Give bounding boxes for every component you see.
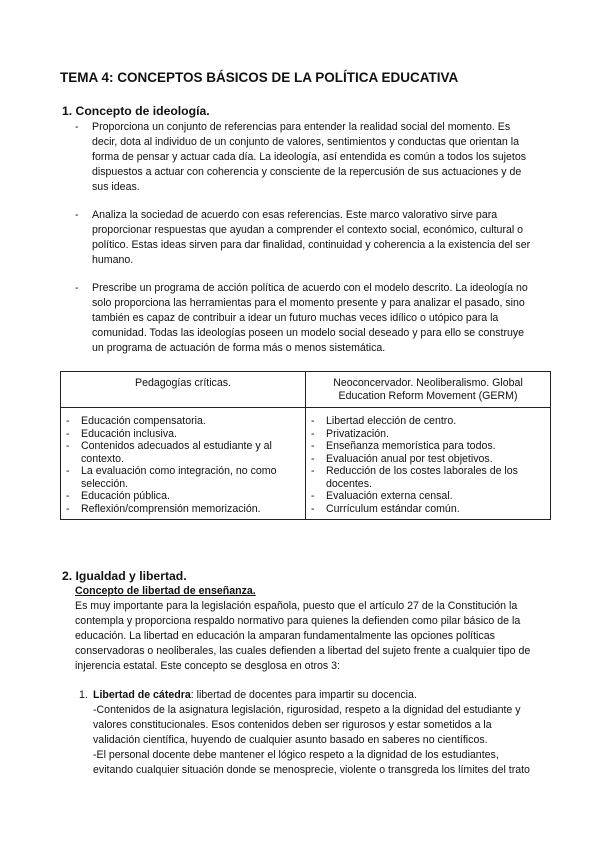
list-item: - Privatización. (311, 427, 389, 440)
list-item: - Reducción de los costes laborales de los docentes. (311, 465, 518, 490)
section-2-paragraph (75, 599, 530, 674)
text-line: Proporciona un conjunto de referencias para entender la realidad social del momento. Es (92, 121, 511, 133)
list-item: - Currículum estándar común. (311, 502, 460, 515)
text-line: Es muy importante para la legislación española, puesto que el artículo 27 de la Constitución la (75, 600, 518, 612)
text-line: comunidad. Todas las ideologías poseen un modelo social deseado y para ello se construye (92, 327, 525, 339)
list-item: - Libertad elección de centro. (311, 415, 457, 427)
section-2-heading: 2. Igualdad y libertad. (62, 569, 187, 583)
list-item: - Reflexión/comprensión memorización. (66, 502, 261, 515)
bullet-2 (75, 208, 531, 268)
left-column-list (61, 408, 306, 520)
list-item: - Evaluación externa censal. (311, 490, 453, 502)
dash: - (75, 282, 79, 294)
comparison-table (60, 371, 551, 520)
text-line: también es capaz de contribuir a idear un futuro muchas veces idílico o utópico para la (92, 312, 499, 324)
document-title: TEMA 4: CONCEPTOS BÁSICOS DE LA POLÍTICA EDUCATIVA (60, 70, 459, 85)
text-line: solo proporciona las herramientas para el momento presente y para analizar el pasado, sino (92, 297, 525, 309)
list-item: - Educación pública. (66, 490, 170, 502)
text-line: valores constitucionales. Esos contenidos deben ser rigurosos y estar sometidos a la (93, 719, 492, 731)
subheading: Concepto de libertad de enseñanza. (75, 585, 256, 597)
list-item: - Evaluación anual por test objetivos. (311, 452, 493, 465)
text-line: contempla y proporciona respaldo normativo para quienes la defienden como pilar básico de la (75, 615, 521, 627)
list-item: - Educación compensatoria. (66, 415, 206, 427)
text-line: decir, dota al individuo de un conjunto de valores, sentimientos y conductas que orientan la (92, 136, 519, 148)
item-term: Libertad de cátedra (93, 689, 191, 701)
text-line: dispuestos a actuar con coherencia y consciente de la repercusión de sus actuaciones y de (92, 166, 522, 178)
text-line: proporcionar respuestas que ayudan a comprender el contexto social, económico, cultural o (92, 224, 524, 236)
list-item: - La evaluación como integración, no como selección. (66, 465, 277, 490)
list-item: - Enseñanza memorística para todos. (311, 440, 496, 452)
list-item: - Contenidos adecuados al estudiante y al contexto. (66, 440, 272, 465)
text-line: Analiza la sociedad de acuerdo con esas referencias. Este marco valorativo sirve para (92, 209, 498, 221)
text-line: -El personal docente debe mantener el lógico respeto a la dignidad de los estudiantes, (93, 749, 499, 761)
text-line: -Contenidos de la asignatura legislación, rigurosidad, respeto a la dignidad del estudiante y (93, 704, 521, 716)
item-text: : libertad de docentes para impartir su docencia. (190, 689, 417, 701)
section-1-heading: 1. Concepto de ideología. (62, 104, 210, 118)
text-line: Prescribe un programa de acción política de acuerdo con el modelo descrito. La ideología no (92, 282, 528, 294)
text-line: político. Estas ideas sirven para dar finalidad, continuidad y coherencia a la existencia del ser (92, 239, 531, 251)
item-number: 1. (79, 689, 88, 701)
text-line: educación. La libertad en educación la amparan fundamentalmente las opciones políticas (75, 630, 495, 642)
text-line: conservadoras o neoliberales, las cuales defienden a libertad del sujeto frente a cualquier tipo de (75, 645, 531, 657)
text-line: evitando cualquier situación donde se menosprecie, violente o transgreda los límites del trato (93, 764, 530, 776)
bullet-1 (75, 120, 527, 195)
list-item: - Educación inclusiva. (66, 427, 177, 440)
text-line: humano. (92, 254, 134, 266)
bullet-3 (75, 281, 528, 356)
text-line: injerencia estatal. Este concepto se desglosa en otros 3: (75, 660, 341, 672)
right-column-list (306, 408, 551, 520)
text-line: validación científica, huyendo de cualquier asunto basado en saberes no científicos. (93, 734, 488, 746)
header-pedagogias: Pedagogías críticas. (61, 372, 306, 408)
dash: - (75, 209, 79, 221)
text-line: sus ideas. (92, 181, 140, 193)
text-line: forma de pensar y actuar cada día. La ideología, así entendida es común a todos los sujetos (92, 151, 527, 163)
dash: - (75, 121, 79, 133)
header-neoliberalismo: Neoconcervador. Neoliberalismo. Global Education Reform Movement (GERM) (306, 372, 551, 408)
text-line: un programa de actuación de forma más o menos sistemática. (92, 342, 386, 354)
numbered-item-1 (79, 688, 530, 778)
